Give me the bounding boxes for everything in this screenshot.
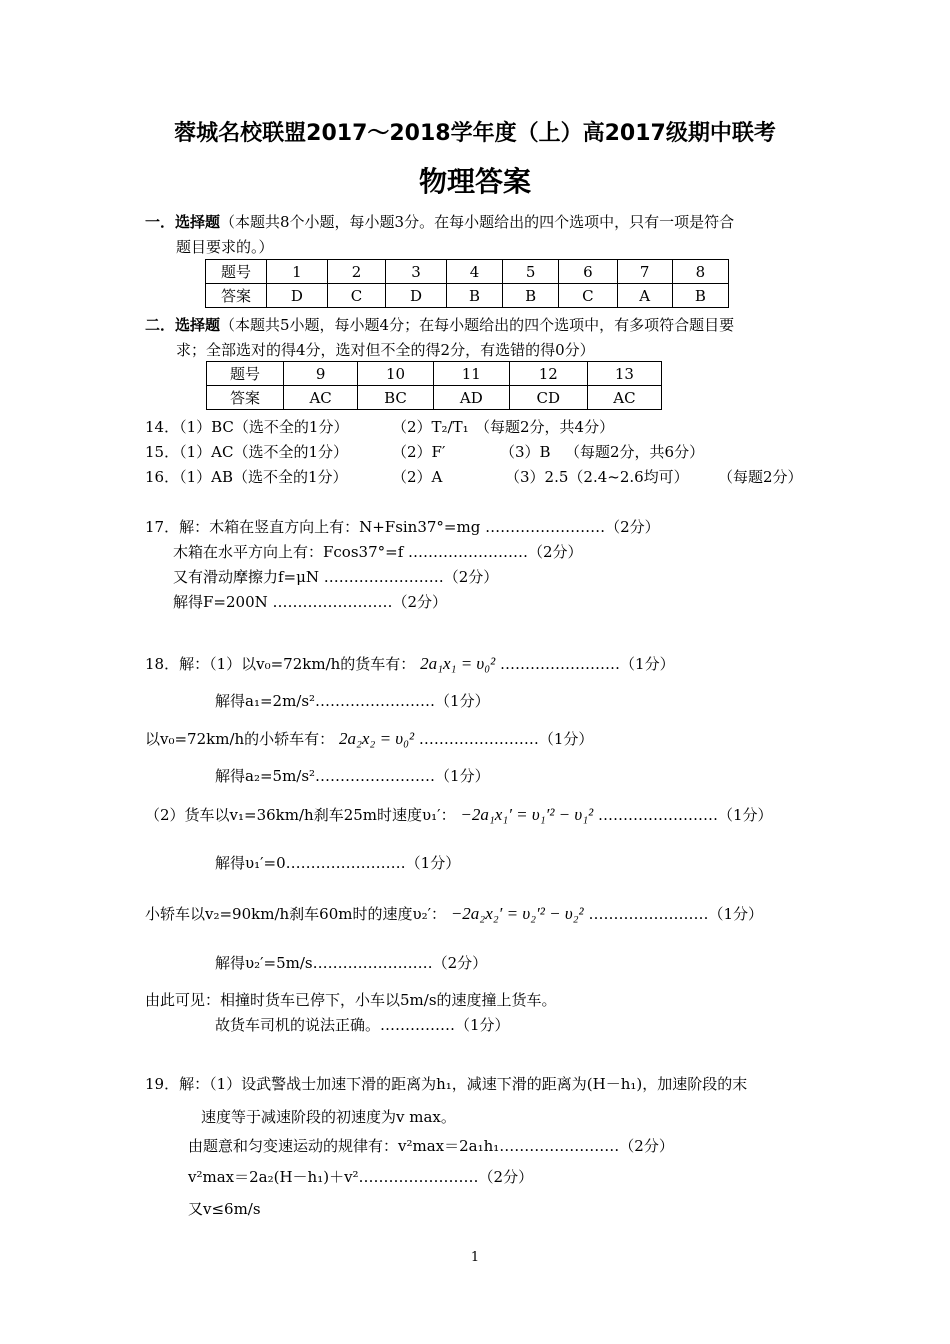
q16-part1: 16．（1）AB（选不全的1分） [145, 468, 348, 486]
section2-answer-table [206, 361, 662, 410]
q18-line3-text: 以v₀=72km/h的小轿车有： [145, 730, 335, 748]
table-cell: 9 [284, 362, 358, 386]
table-cell: D [386, 284, 447, 308]
q15-part3: （3）B [500, 443, 551, 461]
q18-equation-1: 2a₁x₁ = υ₀² [420, 654, 496, 673]
q18-line3 [145, 728, 593, 749]
table-cell: 3 [386, 260, 447, 284]
table-header-cell: 题号 [206, 260, 267, 284]
table-row [206, 284, 729, 308]
table-cell: 10 [358, 362, 434, 386]
q18-line1-text: 18．解：（1）以v₀=72km/h的货车有： [145, 655, 416, 673]
table-row [207, 362, 662, 386]
table-cell: D [267, 284, 328, 308]
table-cell: 7 [617, 260, 672, 284]
q17-line4: 解得F=200N ……………………（2分） [173, 593, 448, 611]
q18-line6: 解得υ₁′=0……………………（1分） [215, 854, 461, 872]
section2-desc-2: 求；全部选对的得4分，选对但不全的得2分，有选错的得0分） [176, 341, 595, 359]
q16-part4: （每题2分） [718, 468, 803, 486]
q18-line5-text: （2）货车以v₁=36km/h刹车25m时速度υ₁′： [145, 806, 456, 824]
q17-line2: 木箱在水平方向上有：Fcos37°=f ……………………（2分） [173, 543, 583, 561]
q17-line3: 又有滑动摩擦力f=μN ……………………（2分） [173, 568, 499, 586]
q18-line7 [145, 903, 763, 924]
q18-line4: 解得a₂=5m/s²……………………（1分） [215, 767, 490, 785]
q19-line3: 由题意和匀变速运动的规律有：v²max＝2a₁h₁……………………（2分） [188, 1137, 674, 1155]
q19-line5: 又v≤6m/s [188, 1200, 261, 1218]
q18-equation-4: −2a₂x₂′ = υ₂′² − υ₂² [450, 904, 584, 923]
q18-line9: 由此可见：相撞时货车已停下，小车以5m/s的速度撞上货车。 [145, 991, 557, 1009]
q18-line10: 故货车司机的说法正确。……………（1分） [215, 1016, 510, 1034]
q16-part2: （2）A [392, 468, 443, 486]
table-cell: 1 [267, 260, 328, 284]
table-row [207, 386, 662, 410]
q19-line1: 19．解：（1）设武警战士加速下滑的距离为h₁，减速下滑的距离为(H－h₁)，加速阶段的末 [145, 1075, 748, 1093]
section1-desc-1: （本题共8个小题，每小题3分。在每小题给出的四个选项中，只有一项是符合 [220, 213, 735, 231]
q18-line2: 解得a₁=2m/s²……………………（1分） [215, 692, 490, 710]
section2-heading-line [145, 314, 734, 335]
page-number: 1 [470, 1250, 480, 1265]
section1-answer-table [205, 259, 729, 308]
table-cell: 8 [672, 260, 728, 284]
table-header-cell: 答案 [206, 284, 267, 308]
q15-part1: 15．（1）AC（选不全的1分） [145, 443, 348, 461]
q18-line8: 解得υ₂′=5m/s……………………（2分） [215, 954, 488, 972]
table-cell: 6 [559, 260, 617, 284]
q18-equation-2: 2a₂x₂ = υ₀² [338, 729, 415, 748]
q18-line7-text: 小轿车以v₂=90km/h刹车60m时的速度υ₂′： [145, 905, 447, 923]
q15-part2: （2）F′ [392, 443, 446, 461]
q14-part2: （2）T₂/T₁ [392, 418, 469, 436]
table-cell: 13 [587, 362, 661, 386]
table-cell: 4 [446, 260, 502, 284]
section2-heading: 二．选择题 [145, 316, 221, 334]
table-cell: 2 [327, 260, 385, 284]
page-title: 蓉城名校联盟2017～2018学年度（上）高2017级期中联考 [174, 121, 776, 146]
q18-line1 [145, 653, 675, 674]
table-cell: AC [284, 386, 358, 410]
q17-line1: 17．解：木箱在竖直方向上有：N+Fsin37°=mg ……………………（2分） [145, 518, 660, 536]
q16-part3: （3）2.5（2.4~2.6均可） [505, 468, 689, 486]
table-cell: C [559, 284, 617, 308]
table-header-cell: 题号 [207, 362, 284, 386]
table-cell: C [327, 284, 385, 308]
section1-heading: 一．选择题 [145, 213, 221, 231]
table-header-cell: 答案 [207, 386, 284, 410]
q18-line5-score: ……………………（1分） [597, 806, 773, 824]
table-cell: B [503, 284, 559, 308]
table-row [206, 260, 729, 284]
table-cell: CD [509, 386, 587, 410]
section1-heading-line [145, 211, 734, 232]
table-cell: 5 [503, 260, 559, 284]
q18-line1-score: ……………………（1分） [500, 655, 675, 673]
table-cell: 12 [509, 362, 587, 386]
q18-line7-score: ……………………（1分） [588, 905, 763, 923]
q18-line5 [145, 804, 773, 825]
q14-part1: 14．（1）BC（选不全的1分） [145, 418, 349, 436]
q15-part4: （每题2分，共6分） [565, 443, 705, 461]
table-cell: 11 [433, 362, 509, 386]
table-cell: B [446, 284, 502, 308]
table-cell: B [672, 284, 728, 308]
page-subtitle: 物理答案 [418, 165, 531, 198]
section2-desc-1: （本题共5小题，每小题4分；在每小题给出的四个选项中，有多项符合题目要 [220, 316, 735, 334]
table-cell: A [617, 284, 672, 308]
q14-part3: （每题2分，共4分） [475, 418, 615, 436]
table-cell: AC [587, 386, 661, 410]
section1-desc-2: 题目要求的。） [176, 238, 274, 256]
table-cell: BC [358, 386, 434, 410]
q19-line2: 速度等于减速阶段的初速度为v max。 [201, 1108, 456, 1126]
q19-line4: v²max＝2a₂(H－h₁)＋v²……………………（2分） [188, 1168, 534, 1186]
table-cell: AD [433, 386, 509, 410]
q18-line3-score: ……………………（1分） [418, 730, 594, 748]
q18-equation-3: −2a₁x₁′ = υ₁′² − υ₁² [460, 805, 594, 824]
